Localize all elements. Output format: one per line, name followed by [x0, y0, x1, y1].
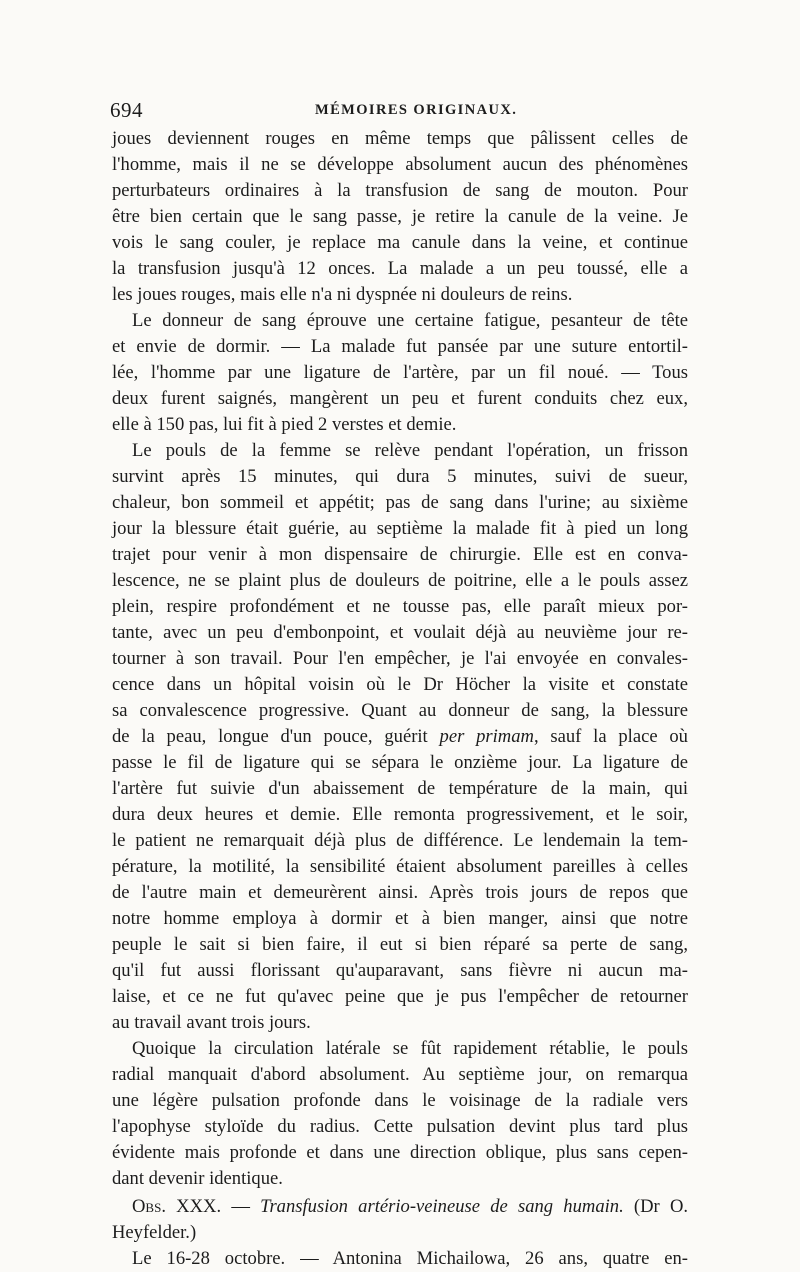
text-line: les joues rouges, mais elle n'a ni dyspnée ni douleurs de reins. — [112, 284, 573, 305]
text-line: perturbateurs ordinaires à la transfusion de sang de mouton. Pour — [112, 180, 688, 201]
text-line: Le donneur de sang éprouve une certaine fatigue, pesanteur de tête — [132, 310, 688, 331]
text-line: l'homme, mais il ne se développe absolument aucun des phénomènes — [112, 154, 688, 175]
text-line: l'apophyse styloïde du radius. Cette pulsation devint plus tard plus — [112, 1116, 688, 1137]
text-line: au travail avant trois jours. — [112, 1012, 311, 1033]
text-line: vois le sang couler, je replace ma canule dans la veine, et continue — [112, 232, 688, 253]
text-line: plein, respire profondément et ne tousse pas, elle paraît mieux por- — [112, 596, 688, 617]
text-line: peuple le sait si bien faire, il eut si bien réparé sa perte de sang, — [112, 934, 688, 955]
observation-heading — [112, 1194, 688, 1220]
text-line: laise, et ce ne fut qu'avec peine que je pus l'empêcher de retourner — [112, 986, 688, 1007]
text-segment: , sauf la place où — [533, 726, 688, 747]
text-line: cence dans un hôpital voisin où le Dr Höcher la visite et constate — [112, 674, 688, 695]
text-line: jour la blessure était guérie, au septième la malade fit à pied un long — [112, 518, 688, 539]
body-text — [112, 126, 688, 1272]
text-line: Quoique la circulation latérale se fût rapidement rétablie, le pouls — [132, 1038, 688, 1059]
running-head: MÉMOIRES ORIGINAUX. — [315, 102, 518, 118]
text-line: elle à 150 pas, lui fit à pied 2 verstes et demie. — [112, 414, 457, 435]
text-line: sa convalescence progressive. Quant au donneur de sang, la blessure — [112, 700, 688, 721]
text-line: deux furent saignés, mangèrent un peu et furent conduits chez eux, — [112, 388, 688, 409]
text-segment: de la peau, longue d'un pouce, guérit — [112, 726, 440, 747]
text-line: survint après 15 minutes, qui dura 5 minutes, suivi de sueur, — [112, 466, 688, 487]
text-line: l'artère fut suivie d'un abaissement de température de la main, qui — [112, 778, 688, 799]
text-line: et envie de dormir. — La malade fut pansée par une suture entortil- — [112, 336, 688, 357]
italic-phrase: per primam — [439, 726, 534, 747]
text-line: Heyfelder.) — [112, 1222, 197, 1243]
text-line: passe le fil de ligature qui se sépara le onzième jour. La ligature de — [112, 752, 688, 773]
text-line: le patient ne remarquait déjà plus de différence. Le lendemain la tem- — [112, 830, 688, 851]
text-line: dura deux heures et demie. Elle remonta progressivement, et le soir, — [112, 804, 688, 825]
observation-label: Obs. XXX. — [132, 1196, 222, 1217]
text-line: une légère pulsation profonde dans le voisinage de la radiale vers — [112, 1090, 688, 1111]
text-line: évidente mais profonde et dans une direction oblique, plus sans cepen- — [112, 1142, 688, 1163]
text-line: lescence, ne se plaint plus de douleurs de poitrine, elle a le pouls assez — [112, 570, 688, 591]
page-number: 694 — [110, 98, 143, 122]
text-line: Le 16-28 octobre. — Antonina Michailowa, 26 ans, quatre en- — [132, 1248, 688, 1269]
text-line: pérature, la motilité, la sensibilité étaient absolument pareilles à celles — [112, 856, 688, 877]
text-line: dant devenir identique. — [112, 1168, 283, 1189]
observation-title: Transfusion artério-veineuse de sang humain. — [260, 1196, 624, 1217]
text-line: être bien certain que le sang passe, je retire la canule de la veine. Je — [112, 206, 688, 227]
text-line: chaleur, bon sommeil et appétit; pas de sang dans l'urine; au sixième — [112, 492, 688, 513]
text-line: la transfusion jusqu'à 12 onces. La malade a un peu toussé, elle a — [112, 258, 688, 279]
text-line — [112, 724, 688, 750]
text-line: qu'il fut aussi florissant qu'auparavant, sans fièvre ni aucun ma- — [112, 960, 688, 981]
text-line: trajet pour venir à mon dispensaire de chirurgie. Elle est en conva- — [112, 544, 688, 565]
text-line: de l'autre main et demeurèrent ainsi. Après trois jours de repos que — [112, 882, 688, 903]
text-line: tante, avec un peu d'embonpoint, et voulait déjà au neuvième jour re- — [112, 622, 688, 643]
page-header — [110, 98, 685, 128]
text-line: tourner à son travail. Pour l'en empêcher, je l'ai envoyée en convales- — [112, 648, 688, 669]
text-segment: (Dr O. — [623, 1196, 689, 1217]
text-line: notre homme employa à dormir et à bien manger, ainsi que notre — [112, 908, 688, 929]
text-line: lée, l'homme par une ligature de l'artère, par un fil noué. — Tous — [112, 362, 688, 383]
text-segment: — — [221, 1196, 261, 1217]
text-line: Le pouls de la femme se relève pendant l'opération, un frisson — [132, 440, 688, 461]
text-line: joues deviennent rouges en même temps que pâlissent celles de — [112, 128, 688, 149]
text-line: radial manquait d'abord absolument. Au septième jour, on remarqua — [112, 1064, 688, 1085]
